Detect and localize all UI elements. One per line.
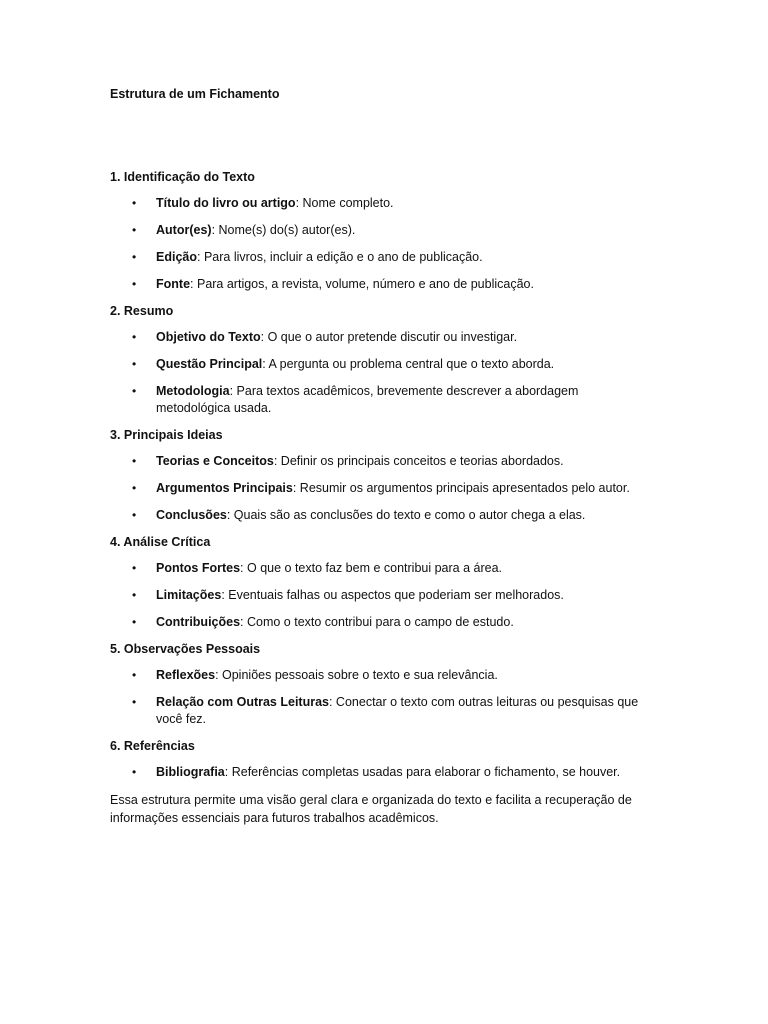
bullet-icon: •	[132, 668, 137, 682]
item-term: Contribuições	[156, 615, 241, 629]
item-description: : Eventuais falhas ou aspectos que poderiam ser melhorados.	[221, 588, 564, 602]
bullet-icon: •	[132, 196, 137, 210]
section-heading: 3. Principais Ideias	[110, 428, 223, 442]
bullet-icon: •	[132, 508, 137, 522]
item-description: : Resumir os argumentos principais apresentados pelo autor.	[292, 481, 630, 495]
bullet-list	[110, 329, 655, 417]
bullet-icon: •	[132, 695, 137, 709]
bullet-icon: •	[132, 250, 137, 264]
item-term: Bibliografia	[156, 765, 225, 779]
item-term: Pontos Fortes	[156, 561, 241, 575]
section-heading: 1. Identificação do Texto	[110, 170, 255, 184]
section-heading: 4. Análise Crítica	[110, 535, 211, 549]
item-term: Edição	[156, 250, 197, 264]
item-term: Argumentos Principais	[156, 481, 293, 495]
section-heading: 5. Observações Pessoais	[110, 642, 261, 656]
item-description: : Como o texto contribui para o campo de estudo.	[240, 615, 514, 629]
list-item	[110, 667, 655, 684]
bullet-icon: •	[132, 454, 137, 468]
bullet-icon: •	[132, 384, 137, 398]
item-term: Título do livro ou artigo	[156, 196, 296, 210]
list-item	[110, 329, 655, 346]
item-description: : O que o texto faz bem e contribui para a área.	[240, 561, 503, 575]
item-term: Relação com Outras Leituras	[156, 695, 329, 709]
bullet-icon: •	[132, 357, 137, 371]
list-item	[110, 383, 655, 417]
item-term: Fonte	[156, 277, 191, 291]
bullet-list	[110, 453, 655, 524]
list-item	[110, 764, 655, 781]
bullet-list	[110, 764, 655, 781]
item-description: : Definir os principais conceitos e teorias abordados.	[273, 454, 564, 468]
section-observacoes-pessoais	[110, 641, 655, 728]
item-description: : Quais são as conclusões do texto e como o autor chega a elas.	[226, 508, 586, 522]
item-term: Conclusões	[156, 508, 227, 522]
item-term: Questão Principal	[156, 357, 263, 371]
section-resumo	[110, 303, 655, 417]
item-term: Autor(es)	[156, 223, 212, 237]
list-item	[110, 222, 655, 239]
bullet-icon: •	[132, 223, 137, 237]
bullet-icon: •	[132, 277, 137, 291]
list-item	[110, 560, 655, 577]
item-term: Teorias e Conceitos	[156, 454, 274, 468]
bullet-icon: •	[132, 561, 137, 575]
item-term: Reflexões	[156, 668, 216, 682]
bullet-list	[110, 195, 655, 293]
list-item	[110, 276, 655, 293]
bullet-icon: •	[132, 481, 137, 495]
page-title: Estrutura de um Fichamento	[110, 87, 280, 101]
list-item	[110, 480, 655, 497]
item-description: : Nome completo.	[295, 196, 394, 210]
list-item	[110, 587, 655, 604]
section-referencias	[110, 738, 655, 781]
section-heading: 2. Resumo	[110, 304, 174, 318]
item-term: Limitações	[156, 588, 222, 602]
item-description: : Referências completas usadas para elaborar o fichamento, se houver.	[224, 765, 621, 779]
list-item	[110, 249, 655, 266]
item-description: : Conectar o texto com outras leituras ou pesquisas que você fez.	[156, 695, 639, 726]
list-item	[110, 195, 655, 212]
item-term: Objetivo do Texto	[156, 330, 261, 344]
item-description: : Para artigos, a revista, volume, número e ano de publicação.	[190, 277, 534, 291]
list-item	[110, 507, 655, 524]
bullet-icon: •	[132, 588, 137, 602]
item-term: Metodologia	[156, 384, 230, 398]
item-description: : Para livros, incluir a edição e o ano de publicação.	[197, 250, 483, 264]
item-description: : Nome(s) do(s) autor(es).	[211, 223, 356, 237]
list-item	[110, 694, 655, 728]
bullet-list	[110, 667, 655, 728]
item-description: : Para textos acadêmicos, brevemente descrever a abordagem metodológica usada.	[156, 384, 579, 415]
document-body	[110, 169, 655, 827]
bullet-icon: •	[132, 330, 137, 344]
closing-paragraph: Essa estrutura permite uma visão geral clara e organizada do texto e facilita a recuperação de informações essenciais para futuros trabalhos acadêmicos.	[110, 793, 632, 825]
section-heading: 6. Referências	[110, 739, 195, 753]
item-description: : A pergunta ou problema central que o texto aborda.	[262, 357, 555, 371]
list-item	[110, 614, 655, 631]
item-description: : Opiniões pessoais sobre o texto e sua relevância.	[215, 668, 498, 682]
bullet-icon: •	[132, 615, 137, 629]
list-item	[110, 453, 655, 470]
section-identificacao	[110, 169, 655, 293]
section-analise-critica	[110, 534, 655, 631]
section-principais-ideias	[110, 427, 655, 524]
bullet-list	[110, 560, 655, 631]
list-item	[110, 356, 655, 373]
item-description: : O que o autor pretende discutir ou investigar.	[260, 330, 518, 344]
bullet-icon: •	[132, 765, 137, 779]
